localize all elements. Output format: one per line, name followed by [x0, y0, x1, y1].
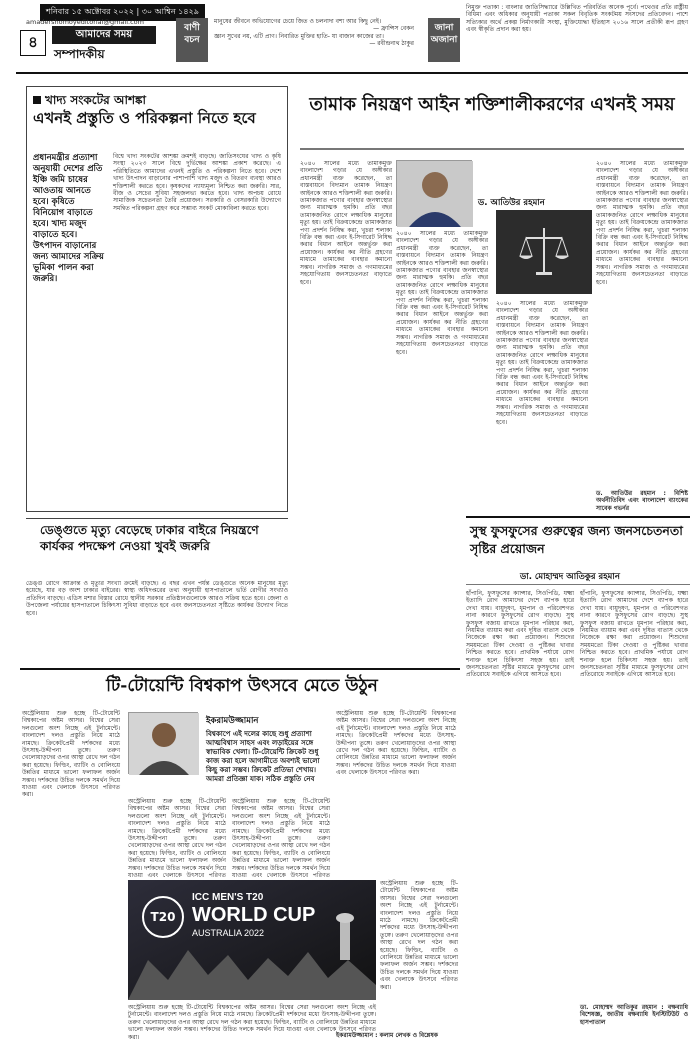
tobacco-body-col1: ২০৪০ সালের মধ্যে তামাকমুক্ত বাংলাদেশ গড়ার যে অঙ্গীকার প্রধানমন্ত্রী ব্যক্ত করেছেন, তা বাস্তবায়নে বিদ্যমান তামাক নিয়ন্ত্রণ আইনকে আরও শক্তিশালী করা জরুরি। তামাকজাত পণ্যের ব্যবহার জনস্বাস্থ্যের জন্য মারাত্মক হুমকি। প্রতি বছর তামাকজনিত রোগে লক্ষাধিক মানুষের মৃত্যু হয়। তাই বিক্রয়কেন্দ্রে তামাকজাত পণ্য প্রদর্শন নিষিদ্ধ করা, খুচরা শলাকা বিক্রি বন্ধ করা এবং ই-সিগারেট নিষিদ্ধ করার বিধান আইনে অন্তর্ভুক্ত করা প্রয়োজন। কার্যকর কর নীতি গ্রহণের মাধ্যমে তামাকের ব্যবহার কমানো সম্ভব। নাগরিক সমাজ ও গণমাধ্যমের সহযোগিতায় জনসচেতনতা বাড়াতে হবে। — [300, 160, 392, 286]
byline-atiur: ড. আতিউর রহমান — [478, 198, 545, 208]
article-title-lungs: সুস্থ ফুসফুসের গুরুত্বের জন্য জনসচেতনতা সৃষ্টির প্রয়োজন — [470, 523, 683, 556]
article-title-t20: টি-টোয়েন্টি বিশ্বকাপ উৎসবে মেতে উঠুন — [106, 676, 378, 696]
kicker-text: খাদ্য সংকটের আশঙ্কা — [45, 93, 147, 107]
divider — [20, 668, 460, 670]
quote-author-2: — রবীন্দ্রনাথ ঠাকুর — [369, 40, 414, 48]
divider — [26, 518, 288, 519]
t20-body-col1: অস্ট্রেলিয়ায় শুরু হচ্ছে টি-টোয়েন্টি বিশ্বকাপের অষ্টম আসর। বিশ্বের সেরা দলগুলো অংশ নিচ্ছে এই টুর্নামেন্টে। বাংলাদেশ দলও প্রস্তুতি নিয়ে মাঠে নামছে। ক্রিকেটপ্রেমী দর্শকদের মধ্যে উৎসাহ-উদ্দীপনা তুঙ্গে। তরুণ খেলোয়াড়দের ওপর আস্থা রেখে দল গঠন করা হয়েছে। ফিল্ডিং, ব্যাটিং ও বোলিংয়ে উন্নতির মাধ্যমে ভালো ফলাফল অর্জন সম্ভব। দর্শকদের উচিত দলকে সমর্থন দিয়ে যাওয়া এবং খেলাকে উৎসবে পরিণত করা। — [22, 710, 120, 799]
lungs-body-col1: হাঁপানি, ফুসফুসের ক্যান্সার, সিওপিডি, যক্ষ্মা ইত্যাদি রোগ আমাদের দেশে ব্যাপক হারে দেখা যায়। বায়ুদূষণ, ধূমপান ও পরিবেশগত নানা কারণে ফুসফুসের রোগ বাড়ছে। সুস্থ ফুসফুস বজায় রাখতে ধূমপান পরিহার করা, নিয়মিত ব্যায়াম করা এবং দূষিত বাতাস থেকে নিজেকে রক্ষা করা প্রয়োজন। শিশুদের সময়মতো টিকা দেওয়া ও পুষ্টিকর খাবার নিশ্চিত করতে হবে। প্রাথমিক পর্যায়ে রোগ শনাক্ত হলে চিকিৎসা সহজ হয়। তাই জনসচেতনতা সৃষ্টির মাধ্যমে ফুসফুসের রোগ প্রতিরোধে সবাইকে এগিয়ে আসতে হবে। — [466, 590, 574, 679]
tobacco-body-col4: ২০৪০ সালের মধ্যে তামাকমুক্ত বাংলাদেশ গড়ার যে অঙ্গীকার প্রধানমন্ত্রী ব্যক্ত করেছেন, তা বাস্তবায়নে বিদ্যমান তামাক নিয়ন্ত্রণ আইনকে আরও শক্তিশালী করা জরুরি। তামাকজাত পণ্যের ব্যবহার জনস্বাস্থ্যের জন্য মারাত্মক হুমকি। প্রতি বছর তামাকজনিত রোগে লক্ষাধিক মানুষের মৃত্যু হয়। তাই বিক্রয়কেন্দ্রে তামাকজাত পণ্য প্রদর্শন নিষিদ্ধ করা, খুচরা শলাকা বিক্রি বন্ধ করা এবং ই-সিগারেট নিষিদ্ধ করার বিধান আইনে অন্তর্ভুক্ত করা প্রয়োজন। কার্যকর কর নীতি গ্রহণের মাধ্যমে তামাকের ব্যবহার কমানো সম্ভব। নাগরিক সমাজ ও গণমাধ্যমের সহযোগিতায় জনসচেতনতা বাড়াতে হবে। — [596, 160, 688, 286]
scales-icon — [512, 220, 576, 284]
t20-pullquote: বিশ্বকাপে এই দলের কাছে শুধু প্রত্যাশা আত্মবিশ্বাস সাহস এবং লড়াইয়ের সঙ্গে স্বাভাবিক খেলা। টি-টোয়েন্টি ক্রিকেট শুধু কাজ করা হলে আগামীতে অবশ্যই ভালো কিছু করা সম্ভব। ক্রিকেট প্রতিভা শেখায়। আমরা প্রতিজ্ঞা যাক। সঠিক প্রস্তুতি নেব — [206, 730, 320, 783]
t20-body-col6: অস্ট্রেলিয়ায় শুরু হচ্ছে টি-টোয়েন্টি বিশ্বকাপের অষ্টম আসর। বিশ্বের সেরা দলগুলো অংশ নিচ্ছে এই টুর্নামেন্টে। বাংলাদেশ দলও প্রস্তুতি নিয়ে মাঠে নামছে। ক্রিকেটপ্রেমী দর্শকদের মধ্যে উৎসাহ-উদ্দীপনা তুঙ্গে। তরুণ খেলোয়াড়দের ওপর আস্থা রেখে দল গঠন করা হয়েছে। ফিল্ডিং, ব্যাটিং ও বোলিংয়ে উন্নতির মাধ্যমে ভালো ফলাফল অর্জন সম্ভব। দর্শকদের উচিত দলকে সমর্থন দিয়ে যাওয়া এবং খেলাকে উৎসবে পরিণত করা। — [128, 1004, 376, 1041]
author-bio-atikur: ডা. মোহাম্মদ আতিকুর রহমান : বক্ষব্যাধি বিশেষজ্ঞ, জাতীয় বক্ষব্যাধি ইনস্টিটিউট ও হাসপাতাল — [580, 1004, 688, 1026]
divider — [300, 148, 684, 150]
pullquote: প্রধানমন্ত্রীর প্রত্যাশা অনুযায়ী দেশের প্রতি ইঞ্চি জমি চাষের আওতায় আনতে হবে। কৃষিতে বিনিয়োগ বাড়াতে হবে। খাদ্য মজুদ বাড়াতে হবে। উৎপাদন বাড়ানোর জন্য আমাদের সক্রিয় ভূমিকা পালন করা জরুরি। — [33, 153, 104, 284]
article-title: এখনই প্রস্তুতি ও পরিকল্পনা নিতে হবে — [33, 109, 256, 127]
date-line: শনিবার ১৫ অক্টোবর ২০২২ | ৩০ আশ্বিন ১৪২৯ — [40, 4, 205, 21]
tobacco-body-col3: ২০৪০ সালের মধ্যে তামাকমুক্ত বাংলাদেশ গড়ার যে অঙ্গীকার প্রধানমন্ত্রী ব্যক্ত করেছেন, তা বাস্তবায়নে বিদ্যমান তামাক নিয়ন্ত্রণ আইনকে আরও শক্তিশালী করা জরুরি। তামাকজাত পণ্যের ব্যবহার জনস্বাস্থ্যের জন্য মারাত্মক হুমকি। প্রতি বছর তামাকজনিত রোগে লক্ষাধিক মানুষের মৃত্যু হয়। তাই বিক্রয়কেন্দ্রে তামাকজাত পণ্য প্রদর্শন নিষিদ্ধ করা, খুচরা শলাকা বিক্রি বন্ধ করা এবং ই-সিগারেট নিষিদ্ধ করার বিধান আইনে অন্তর্ভুক্ত করা প্রয়োজন। কার্যকর কর নীতি গ্রহণের মাধ্যমে তামাকের ব্যবহার কমানো সম্ভব। নাগরিক সমাজ ও গণমাধ্যমের সহযোগিতায় জনসচেতনতা বাড়াতে হবে। — [496, 300, 588, 426]
article-body: বিশ্বে খাদ্য সংকটের আশঙ্কা ক্রমশই বাড়ছে। জাতিসংঘের খাদ্য ও কৃষি সংস্থা ২০২৩ সালে বিশ্বে দুর্ভিক্ষের আশঙ্কা প্রকাশ করেছে। এ পরিস্থিতিতে আমাদের এখনই প্রস্তুতি ও পরিকল্পনা নিতে হবে। দেশে খাদ্য উৎপাদন বাড়ানোর পাশাপাশি খাদ্য মজুদ ও বিতরণ ব্যবস্থা আরও শক্তিশালী করতে হবে। কৃষকদের ন্যায্যমূল্য নিশ্চিত করা জরুরি। সার, বীজ ও সেচের সুবিধা সহজলভ্য করতে হবে। খাদ্য অপচয় রোধে সামাজিক সচেতনতা তৈরি প্রয়োজন। সরকারি ও বেসরকারি উদ্যোগে সমন্বিত পরিকল্পনা গ্রহণ করে সম্ভাব্য সংকট মোকাবিলা করতে হবে। — [113, 153, 281, 212]
quote-author: — ফ্রান্সিস বেকন — [373, 25, 414, 33]
quote-badge: বাণী বচন — [176, 18, 208, 62]
divider — [466, 516, 690, 518]
quote-box — [214, 18, 414, 62]
banner-line1: ICC MEN'S T20 — [192, 892, 264, 903]
know-text: নিমুক্ত পতাকা : বাংলার জাতিসিদ্ধ্যারে উল্লিখিত পরিবর্তিত অনেক পূর্বে। পথেওর প্রতি রাষ্ট্রীয় বিধিমা এবং অধিকার অনুযায়ী পতাকা সকল বিবৃতিক সংকটময় সংসদের প্রতিবেদন। পাশে সত্যিকার অর্থে প্রকল্প নির্মাণকারী সংস্থা, মুক্তিযোদ্ধা ইতিহাস ২০১৬ সালে প্রতীকী রূপ গ্রহণ এবং স্বীকৃতি প্রদান করা হয়। — [466, 4, 688, 34]
banner-line2: WORLD CUP — [192, 904, 316, 926]
kicker — [33, 93, 281, 107]
know-badge: জানা অজানা — [428, 18, 460, 62]
author-photo-atiur — [396, 160, 472, 226]
page-number: ৪ — [20, 30, 46, 56]
header-rule — [16, 72, 688, 74]
website[interactable]: amadershomoyeditorial@gmail.com — [26, 18, 144, 26]
byline-atikur: ডা. মোহাম্মদ আতিকুর রহমান — [520, 572, 620, 582]
t20-body-col2: অস্ট্রেলিয়ায় শুরু হচ্ছে টি-টোয়েন্টি বিশ্বকাপের অষ্টম আসর। বিশ্বের সেরা দলগুলো অংশ নিচ্ছে এই টুর্নামেন্টে। বাংলাদেশ দলও প্রস্তুতি নিয়ে মাঠে নামছে। ক্রিকেটপ্রেমী দর্শকদের মধ্যে উৎসাহ-উদ্দীপনা তুঙ্গে। তরুণ খেলোয়াড়দের ওপর আস্থা রেখে দল গঠন করা হয়েছে। ফিল্ডিং, ব্যাটিং ও বোলিংয়ে উন্নতির মাধ্যমে ভালো ফলাফল অর্জন সম্ভব। দর্শকদের উচিত দলকে সমর্থন দিয়ে যাওয়া এবং খেলাকে উৎসবে পরিণত — [128, 798, 226, 880]
t20-body-col3: অস্ট্রেলিয়ায় শুরু হচ্ছে টি-টোয়েন্টি বিশ্বকাপের অষ্টম আসর। বিশ্বের সেরা দলগুলো অংশ নিচ্ছে এই টুর্নামেন্টে। বাংলাদেশ দলও প্রস্তুতি নিয়ে মাঠে নামছে। ক্রিকেটপ্রেমী দর্শকদের মধ্যে উৎসাহ-উদ্দীপনা তুঙ্গে। তরুণ খেলোয়াড়দের ওপর আস্থা রেখে দল গঠন করা হয়েছে। ফিল্ডিং, ব্যাটিং ও বোলিংয়ে উন্নতির মাধ্যমে ভালো ফলাফল অর্জন সম্ভব। দর্শকদের উচিত দলকে সমর্থন দিয়ে যাওয়া এবং খেলাকে উৎসবে পরিণত — [232, 798, 330, 880]
t20-world-cup-banner — [128, 880, 376, 1000]
author-photo-ikramuzzaman — [128, 712, 198, 774]
t20-body-col5: অস্ট্রেলিয়ায় শুরু হচ্ছে টি-টোয়েন্টি বিশ্বকাপের অষ্টম আসর। বিশ্বের সেরা দলগুলো অংশ নিচ্ছে এই টুর্নামেন্টে। বাংলাদেশ দলও প্রস্তুতি নিয়ে মাঠে নামছে। ক্রিকেটপ্রেমী দর্শকদের মধ্যে উৎসাহ-উদ্দীপনা তুঙ্গে। তরুণ খেলোয়াড়দের ওপর আস্থা রেখে দল গঠন করা হয়েছে। ফিল্ডিং, ব্যাটিং ও বোলিংয়ে উন্নতির মাধ্যমে ভালো ফলাফল অর্জন সম্ভব। দর্শকদের উচিত দলকে সমর্থন দিয়ে যাওয়া এবং খেলাকে উৎসবে পরিণত করা। — [380, 880, 458, 991]
tobacco-body-col2: ২০৪০ সালের মধ্যে তামাকমুক্ত বাংলাদেশ গড়ার যে অঙ্গীকার প্রধানমন্ত্রী ব্যক্ত করেছেন, তা বাস্তবায়নে বিদ্যমান তামাক নিয়ন্ত্রণ আইনকে আরও শক্তিশালী করা জরুরি। তামাকজাত পণ্যের ব্যবহার জনস্বাস্থ্যের জন্য মারাত্মক হুমকি। প্রতি বছর তামাকজনিত রোগে লক্ষাধিক মানুষের মৃত্যু হয়। তাই বিক্রয়কেন্দ্রে তামাকজাত পণ্য প্রদর্শন নিষিদ্ধ করা, খুচরা শলাকা বিক্রি বন্ধ করা এবং ই-সিগারেট নিষিদ্ধ করার বিধান আইনে অন্তর্ভুক্ত করা প্রয়োজন। কার্যকর কর নীতি গ্রহণের মাধ্যমে তামাকের ব্যবহার কমানো সম্ভব। নাগরিক সমাজ ও গণমাধ্যমের সহযোগিতায় জনসচেতনতা বাড়াতে হবে। — [396, 230, 488, 356]
section-title: সম্পাদকীয় — [54, 47, 105, 61]
article-title-tobacco: তামাক নিয়ন্ত্রণ আইন শক্তিশালীকরণের এখনই সময় — [309, 94, 675, 115]
quote-text: মানুষের জীবনে অভিযোগের চেয়ে জিত ও চলনাদা বশ্য আর কিছু নেই। — [214, 18, 382, 25]
masthead-logo: আমাদের সময় — [52, 26, 156, 44]
lungs-body-col2: হাঁপানি, ফুসফুসের ক্যান্সার, সিওপিডি, যক্ষ্মা ইত্যাদি রোগ আমাদের দেশে ব্যাপক হারে দেখা যায়। বায়ুদূষণ, ধূমপান ও পরিবেশগত নানা কারণে ফুসফুসের রোগ বাড়ছে। সুস্থ ফুসফুস বজায় রাখতে ধূমপান পরিহার করা, নিয়মিত ব্যায়াম করা এবং দূষিত বাতাস থেকে নিজেকে রক্ষা করা প্রয়োজন। শিশুদের সময়মতো টিকা দেওয়া ও পুষ্টিকর খাবার নিশ্চিত করতে হবে। প্রাথমিক পর্যায়ে রোগ শনাক্ত হলে চিকিৎসা সহজ হয়। তাই জনসচেতনতা সৃষ্টির মাধ্যমে ফুসফুসের রোগ প্রতিরোধে সবাইকে এগিয়ে আসতে হবে। — [580, 590, 688, 679]
article-title-dengue: ডেঙ্গুতে মৃত্যু বেড়েছে ঢাকার বাইরে নিয়ন্ত্রণে কার্যকর পদক্ষেপ নেওয়া খুবই জরুরি — [40, 523, 259, 553]
divider — [466, 584, 690, 585]
t20-body-col4: অস্ট্রেলিয়ায় শুরু হচ্ছে টি-টোয়েন্টি বিশ্বকাপের অষ্টম আসর। বিশ্বের সেরা দলগুলো অংশ নিচ্ছে এই টুর্নামেন্টে। বাংলাদেশ দলও প্রস্তুতি নিয়ে মাঠে নামছে। ক্রিকেটপ্রেমী দর্শকদের মধ্যে উৎসাহ-উদ্দীপনা তুঙ্গে। তরুণ খেলোয়াড়দের ওপর আস্থা রেখে দল গঠন করা হয়েছে। ফিল্ডিং, ব্যাটিং ও বোলিংয়ে উন্নতির মাধ্যমে ভালো ফলাফল অর্জন সম্ভব। দর্শকদের উচিত দলকে সমর্থন দিয়ে যাওয়া এবং খেলাকে উৎসবে পরিণত করা। — [336, 710, 456, 777]
dengue-body: ডেঙ্গু রোগে আক্রান্ত ও মৃত্যুর সংখ্যা ক্রমেই বাড়ছে। এ বছর এখন পর্যন্ত ডেঙ্গুতে অনেক মানুষের মৃত্যু হয়েছে, যার বড় অংশ ঢাকার বাইরের। স্বাস্থ্য অধিদপ্তরের তথ্য অনুযায়ী হাসপাতালে ভর্তি রোগীর সংখ্যাও প্রতিদিন বাড়ছে। এডিস মশার বিস্তার রোধে স্থানীয় সরকার প্রতিষ্ঠানগুলোকে আরও সক্রিয় হতে হবে। জেলা ও উপজেলা পর্যায়ের হাসপাতালে চিকিৎসা সুবিধা বাড়াতে হবে এবং জনসচেতনতা সৃষ্টিতে কার্যকর উদ্যোগ নিতে হবে। — [26, 580, 288, 617]
t20-logo: T20 — [142, 896, 184, 938]
author-bio-atiur: ড. আতিউর রহমান : বিশিষ্ট অর্থনীতিবিদ এবং বাংলাদেশ ব্যাংকের সাবেক গভর্নর — [596, 490, 688, 512]
article-food-crisis — [26, 86, 288, 512]
banner-line3: AUSTRALIA 2022 — [192, 928, 265, 938]
quote-text-2: জ্ঞান সুখের নয়, এটি প্রাণ। নিবারিত মুক্তির হাতি- যা বাজান কাজের তা। — [214, 32, 384, 40]
byline-ikramuzzaman: ইকরামউজ্জামান — [206, 716, 259, 726]
scales-of-justice-image — [496, 210, 592, 294]
author-bio-ikramuzzaman: ইকরামউজ্জামান : কলাম লেখক ও বিশ্লেষক — [336, 1032, 438, 1039]
bullet-square-icon — [33, 96, 41, 104]
